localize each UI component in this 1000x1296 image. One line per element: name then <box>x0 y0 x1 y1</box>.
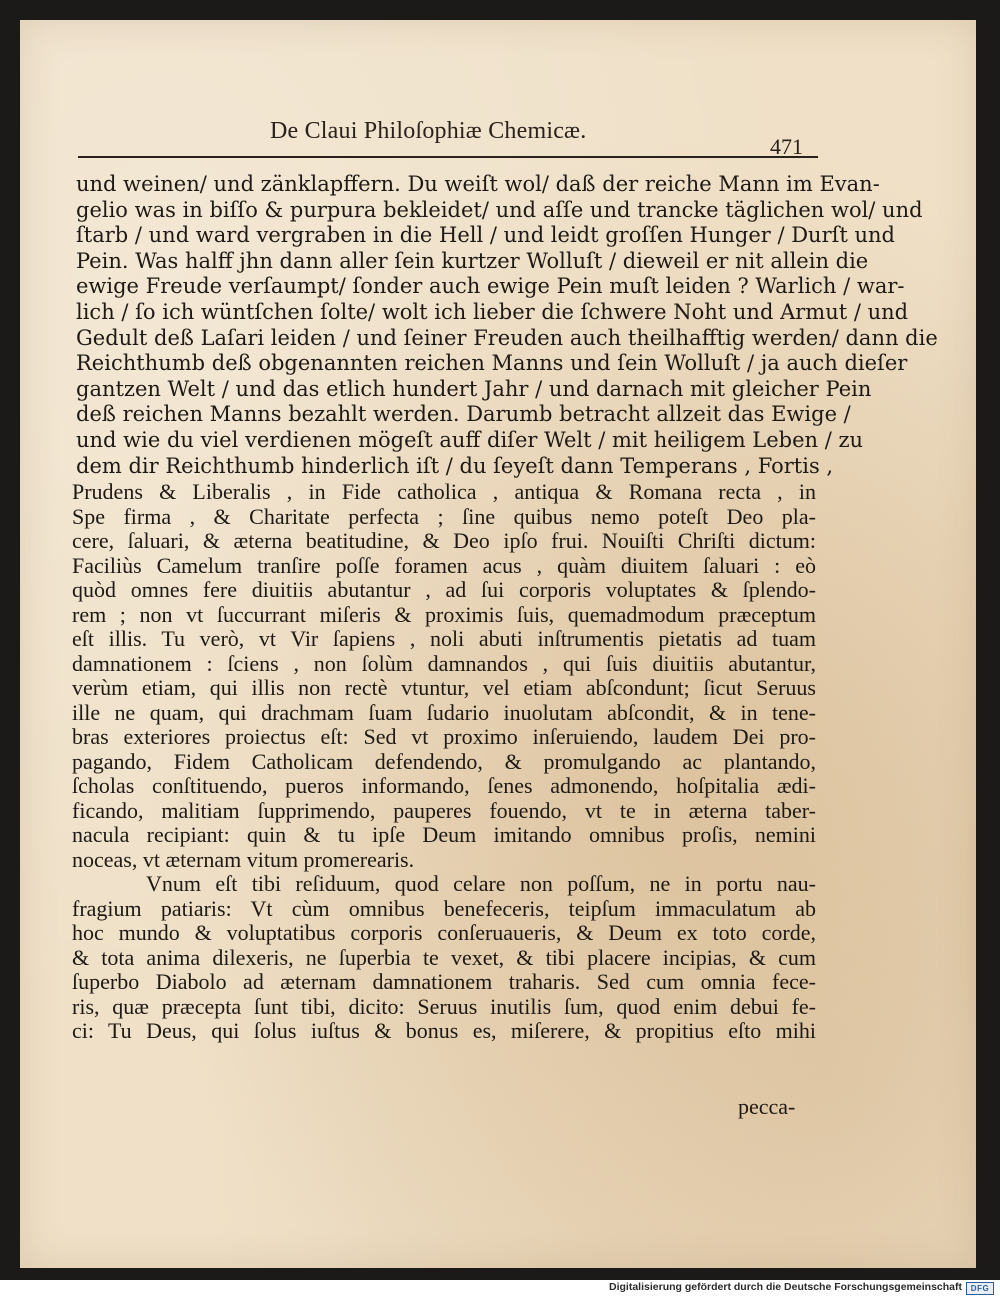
text-line: deß reichen Manns bezahlt werden. Darumb betracht allzeit das Ewige / <box>76 402 851 427</box>
text-line: Pein. Was halff jhn dann aller ſein kurtzer Wolluſt / dieweil er nit allein die <box>76 248 869 273</box>
text-line: und wie du viel verdienen mögeſt auff diſer Welt / mit heiligem Leben / zu <box>76 427 864 452</box>
text-line: hoc mundo & voluptatibus corporis conſeruaueris, & Deum ex toto corde, <box>72 920 816 945</box>
german-text-block <box>76 172 938 479</box>
text-line: & tota anima dilexeris, ne ſuperbia te vexet, & tibi placere incipias, & cum <box>72 944 816 970</box>
text-line: noceas, vt æternam vitum promerearis. <box>72 846 415 872</box>
text-line: nacula recipiant: quin & tu ipſe Deum imitando omnibus proſis, nemini <box>72 822 816 847</box>
text-line: ficando, malitiam ſupprimendo, pauperes fouendo, vt te in æterna taber- <box>72 797 816 823</box>
text-line: damnationem : ſciens , non ſolùm damnandos , qui ſuis diuitiis abutantur, <box>72 650 816 676</box>
text-line: eſt illis. Tu verò, vt Vir ſapiens , noli abuti inſtrumentis pietatis ad tuam <box>72 626 816 651</box>
text-line: cere, ſaluari, & æterna beatitudine, & Deo ipſo frui. Nouiſti Chriſti dictum: <box>72 528 816 553</box>
text-line: bras exteriores proiectus eſt: Sed vt proximo inſeruiendo, laudem Dei pro- <box>72 724 816 749</box>
text-line: ſtarb / und ward vergraben in die Hell / und leidt groſſen Hunger / Durſt und <box>76 223 895 248</box>
text-line: ſcholas conſtituendo, pueros informando, ſenes admonendo, hoſpitalia ædi- <box>72 773 816 798</box>
text-line: dem dir Reichthumb hinderlich iſt / du ſeyeſt dann Temperans , Fortis , <box>76 453 834 478</box>
text-line: und weinen/ und zänklapffern. Du weiſt wol/ daß der reiche Mann im Evan- <box>76 172 880 196</box>
page-number: 471 <box>770 134 803 159</box>
text-line: Reichthumb deß obgenannten reichen Manns und ſein Wolluſt / ja auch dieſer <box>76 351 908 376</box>
latin-text-block <box>72 480 816 1044</box>
text-line: gantzen Welt / und das etlich hundert Jahr / und darnach mit gleicher Pein <box>76 376 872 401</box>
text-line: ci: Tu Deus, qui ſolus iuſtus & bonus es, miſerere, & propitius eſto mihi <box>72 1018 816 1043</box>
text-line: verùm etiam, qui illis non rectè vtuntur, vel etiam abſcondunt; ſicut Seruus <box>72 675 816 700</box>
text-line: pagando, Fidem Catholicam defendendo, & promulgando ac plantando, <box>72 748 816 774</box>
funding-credit: Digitalisierung gefördert durch die Deutsche Forschungsgemeinschaft <box>609 1281 962 1293</box>
text-line: Gedult deß Laſari leiden / und ſeiner Freuden auch theilhafftig werden/ dann die <box>76 325 938 350</box>
text-line: ris, quæ præcepta ſunt tibi, dicito: Seruus inutilis ſum, quod enim debui fe- <box>72 993 816 1019</box>
text-line: gelio was in biſſo & purpura bekleidet/ und aſſe und trancke täglichen wol/ und <box>76 197 923 222</box>
footer-bar <box>0 1280 1000 1296</box>
running-head: De Claui Philoſophiæ Chemicæ. <box>270 118 587 144</box>
text-line: lich / ſo ich wüntſchen ſolte/ wolt ich lieber die ſchwere Noht und Armut / und <box>76 299 909 324</box>
text-line: Faciliùs Camelum tranſire poſſe foramen acus , quàm diuitem ſaluari : eò <box>72 552 816 578</box>
text-line: Spe firma , & Charitate perfecta ; ſine quibus nemo poteſt Deo pla- <box>72 503 816 529</box>
text-line: Prudens & Liberalis , in Fide catholica , antiqua & Romana recta , in <box>72 479 816 504</box>
catchword: pecca- <box>738 1094 796 1119</box>
text-line: ille ne quam, qui drachmam ſuam ſudario inuolutam abſcondit, & in tene- <box>72 699 816 725</box>
text-line: fragium patiaris: Vt cùm omnibus benefeceris, teipſum immaculatum ab <box>72 895 816 921</box>
text-line: ewige Freude verſaumpt/ ſonder auch ewige Pein muſt leiden ? Warlich / war- <box>76 274 905 299</box>
text-line: rem ; non vt ſuccurrant miſeris & proximis ſuis, quemadmodum præceptum <box>72 601 816 627</box>
text-line: Vnum eſt tibi reſiduum, quod celare non poſſum, ne in portu nau- <box>146 871 816 896</box>
text-line: quòd omnes fere diuitiis abutantur , ad ſui corporis voluptates & ſplendo- <box>72 577 816 602</box>
dfg-logo: DFG <box>966 1282 994 1295</box>
header-rule <box>78 156 818 158</box>
text-line: ſuperbo Diabolo ad æternam damnationem traharis. Sed cum omnia fece- <box>72 969 816 994</box>
